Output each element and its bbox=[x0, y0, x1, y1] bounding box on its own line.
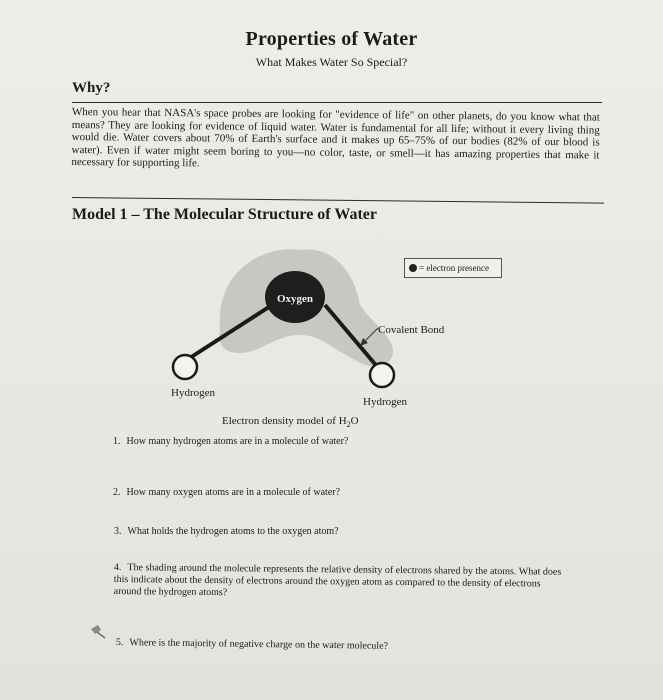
question-4 bbox=[114, 562, 564, 603]
why-bottom-rule bbox=[72, 197, 604, 204]
question-number: 3. bbox=[114, 526, 122, 537]
covalent-bond-label: Covalent Bond bbox=[378, 324, 445, 336]
question-2 bbox=[113, 487, 413, 499]
caption-subscript: 2 bbox=[346, 420, 351, 430]
hydrogen-right-label: Hydrogen bbox=[363, 396, 407, 408]
page-title: Properties of Water bbox=[245, 28, 418, 50]
hydrogen-atom-right bbox=[370, 363, 394, 387]
caption-text: Electron density model of H bbox=[222, 415, 347, 427]
question-text: The shading around the molecule represents the relative density of electrons shared by the atoms. What does this indicate about the density of electrons around the oxygen atom as compared to the density of electrons around the hydrogen atoms? bbox=[113, 562, 562, 599]
legend bbox=[404, 258, 502, 278]
legend-text: = electron presence bbox=[419, 263, 490, 273]
question-number: 4. bbox=[113, 562, 122, 574]
question-number: 1. bbox=[113, 436, 121, 447]
question-text: How many oxygen atoms are in a molecule of water? bbox=[126, 487, 341, 498]
question-text: What holds the hydrogen atoms to the oxygen atom? bbox=[127, 526, 339, 537]
question-number: 5. bbox=[115, 637, 124, 649]
question-text: How many hydrogen atoms are in a molecule of water? bbox=[126, 436, 349, 447]
hydrogen-atom-left bbox=[173, 355, 197, 379]
question-1 bbox=[113, 436, 413, 448]
why-paragraph: When you hear that NASA's space probes are looking for "evidence of life" on other planets, do you know what that means? They are looking for evidence of liquid water. Water is fundamental for all life; without it every living thing would die. Water covers about 70% of Earth's surface and it makes up 65–75% of our bodies (82% of our blood is water). Even if water might seem boring to you—no color, taste, or smell—it has amazing properties that make it necessary for supporting life. bbox=[71, 106, 600, 170]
caption-suffix: O bbox=[350, 415, 359, 427]
question-5 bbox=[116, 637, 436, 653]
page-subtitle: What Makes Water So Special? bbox=[255, 55, 408, 69]
pushpin-icon bbox=[88, 623, 108, 641]
oxygen-label: Oxygen bbox=[276, 293, 314, 305]
diagram-caption bbox=[222, 415, 359, 429]
question-text: Where is the majority of negative charge on the water molecule? bbox=[129, 637, 389, 652]
question-3 bbox=[114, 526, 414, 538]
why-top-rule bbox=[72, 102, 602, 103]
question-number: 2. bbox=[113, 487, 121, 498]
why-heading: Why? bbox=[72, 80, 111, 96]
hydrogen-left-label: Hydrogen bbox=[171, 387, 215, 399]
model-title: Model 1 – The Molecular Structure of Water bbox=[72, 206, 377, 223]
electron-presence-dot-icon bbox=[409, 264, 417, 272]
